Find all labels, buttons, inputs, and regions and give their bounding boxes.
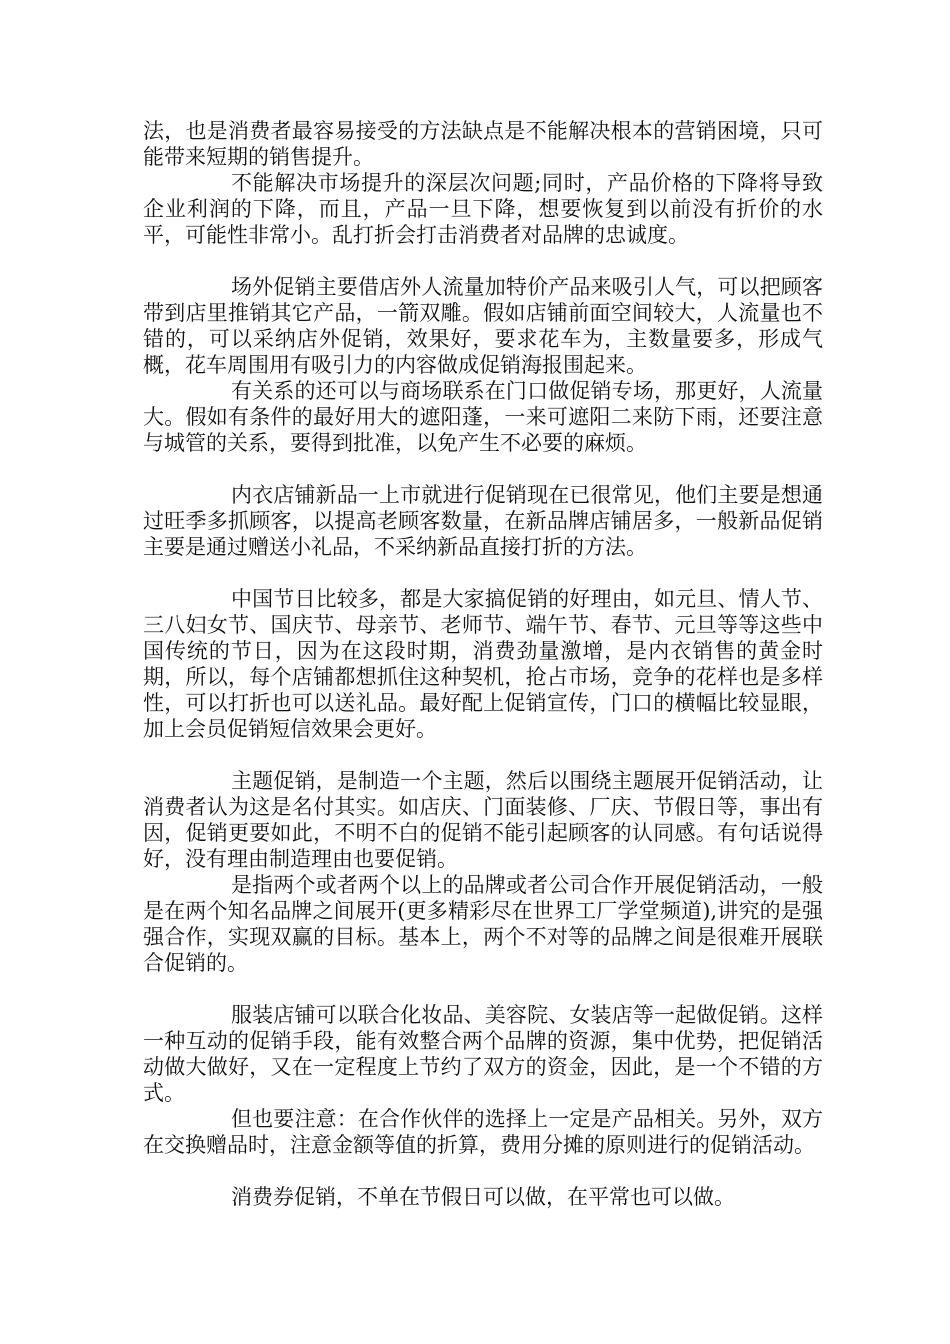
paragraph-3: 场外促销主要借店外人流量加特价产品来吸引人气，可以把顾客带到店里推销其它产品，一箭双雕。假如店铺前面空间较大，人流量也不错的，可以采纳店外促销，效果好，要求花车为，主数量要多，形成气概，花车周围用有吸引力的内容做成促销海报围起来。 xyxy=(143,275,823,377)
paragraph-8: 是指两个或者两个以上的品牌或者公司合作开展促销活动，一般是在两个知名品牌之间展开(更多精彩尽在世界工厂学堂频道),讲究的是强强合作，实现双赢的目标。基本上，两个不对等的品牌之间是很难开展联合促销的。 xyxy=(143,873,823,975)
paragraph-10: 但也要注意：在合作伙伴的选择上一定是产品相关。另外，双方在交换赠品时，注意金额等值的折算，费用分摊的原则进行的促销活动。 xyxy=(143,1107,823,1157)
paragraph-5: 内衣店铺新品一上市就进行促销现在已很常见，他们主要是想通过旺季多抓顾客，以提高老顾客数量，在新品牌店铺居多，一般新品促销主要是通过赠送小礼品，不采纳新品直接打折的方法。 xyxy=(143,483,823,559)
paragraph-11: 消费券促销，不单在节假日可以做，在平常也可以做。 xyxy=(231,1185,735,1209)
paragraph-1: 法，也是消费者最容易接受的方法缺点是不能解决根本的营销困境，只可能带来短期的销售提升。 xyxy=(143,119,823,169)
paragraph-7: 主题促销，是制造一个主题，然后以围绕主题展开促销活动，让消费者认为这是名付其实。如店庆、门面装修、厂庆、节假日等，事出有因，促销更要如此，不明不白的促销不能引起顾客的认同感。有句话说得好，没有理由制造理由也要促销。 xyxy=(143,769,823,871)
paragraph-2: 不能解决市场提升的深层次问题;同时，产品价格的下降将导致企业利润的下降，而且，产品一旦下降，想要恢复到以前没有折价的水平，可能性非常小。乱打折会打击消费者对品牌的忠诚度。 xyxy=(143,171,823,247)
paragraph-6: 中国节日比较多，都是大家搞促销的好理由，如元旦、情人节、三八妇女节、国庆节、母亲节、老师节、端午节、春节、元旦等等这些中国传统的节日，因为在这段时期，消费劲量激增，是内衣销售的黄金时期，所以，每个店铺都想抓住这种契机，抢占市场，竞争的花样也是多样性，可以打折也可以送礼品。最好配上促销宣传，门口的横幅比较显眼，加上会员促销短信效果会更好。 xyxy=(143,587,823,741)
paragraph-4: 有关系的还可以与商场联系在门口做促销专场，那更好，人流量大。假如有条件的最好用大的遮阳蓬，一来可遮阳二来防下雨，还要注意与城管的关系，要得到批准，以免产生不必要的麻烦。 xyxy=(143,379,823,455)
document-body xyxy=(143,118,823,1210)
paragraph-9: 服装店铺可以联合化妆品、美容院、女装店等一起做促销。这样一种互动的促销手段，能有效整合两个品牌的资源，集中优势，把促销活动做大做好，又在一定程度上节约了双方的资金，因此，是一个不错的方式。 xyxy=(143,1003,823,1105)
